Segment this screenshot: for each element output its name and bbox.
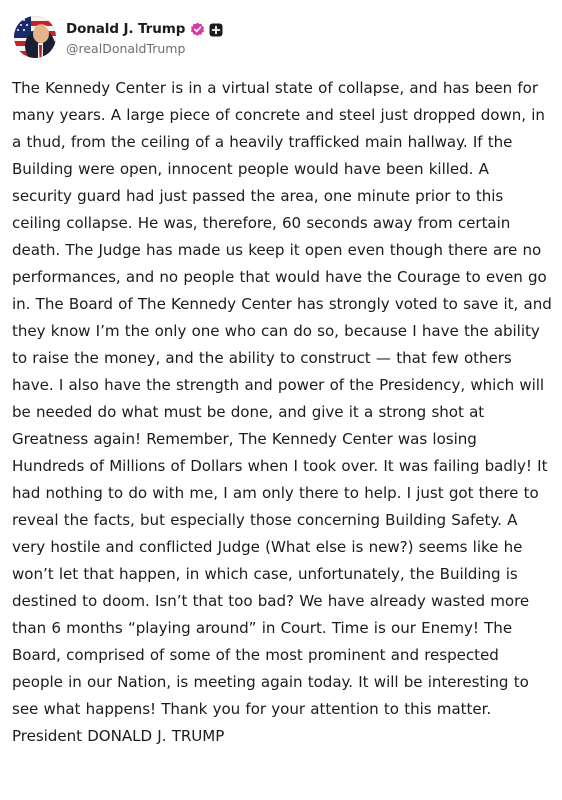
post-text: The Kennedy Center is in a virtual state of collapse, and has been for many years. A large piece of concrete and steel just dropped down, in a thud, from the ceiling of a heavily trafficked main hallway. If the Building were open, innocent people would have been killed. A security guard had just passed the area, one minute prior to this ceiling collapse. He was, therefore, 60 seconds away from certain death. The Judge has made us keep it open even though there are no performances, and no people that would have the Courage to even go in. The Board of The Kennedy Center has strongly voted to save it, and they know I’m the only one who can do so, because I have the ability to raise the money, and the ability to construct — that few others have. I also have the strength and power of the Presidency, which will be needed do what must be done, and give it a strong shot at Greatness again! Remember, The Kennedy Center was losing Hundreds of Millions of Dollars when I took over. It was failing badly! It had nothing to do with me, I am only there to help. I just got there to reveal the facts, but especially those concerning Building Safety. A very hostile and conflicted Judge (What else is new?) seems like he won’t let that happen, in which case, unfortunately, the Building is destined to doom. Isn’t that too bad? We have already wasted more than 6 months “playing around” in Court. Time is our Enemy! The Board, comprised of some of the most prominent and respected people in our Nation, is meeting again today. It will be interesting to see what happens! Thank you for your attention to this matter. President DONALD J. TRUMP bbox=[12, 79, 552, 745]
avatar-image bbox=[14, 16, 56, 58]
author-names bbox=[66, 18, 223, 56]
name-row bbox=[66, 18, 223, 40]
plus-badge-icon bbox=[209, 22, 223, 36]
avatar[interactable] bbox=[14, 16, 56, 58]
post-header bbox=[12, 0, 550, 74]
author-handle[interactable]: @realDonaldTrump bbox=[66, 41, 186, 56]
author-display-name[interactable]: Donald J. Trump bbox=[66, 21, 186, 37]
verified-check-icon bbox=[190, 22, 205, 37]
